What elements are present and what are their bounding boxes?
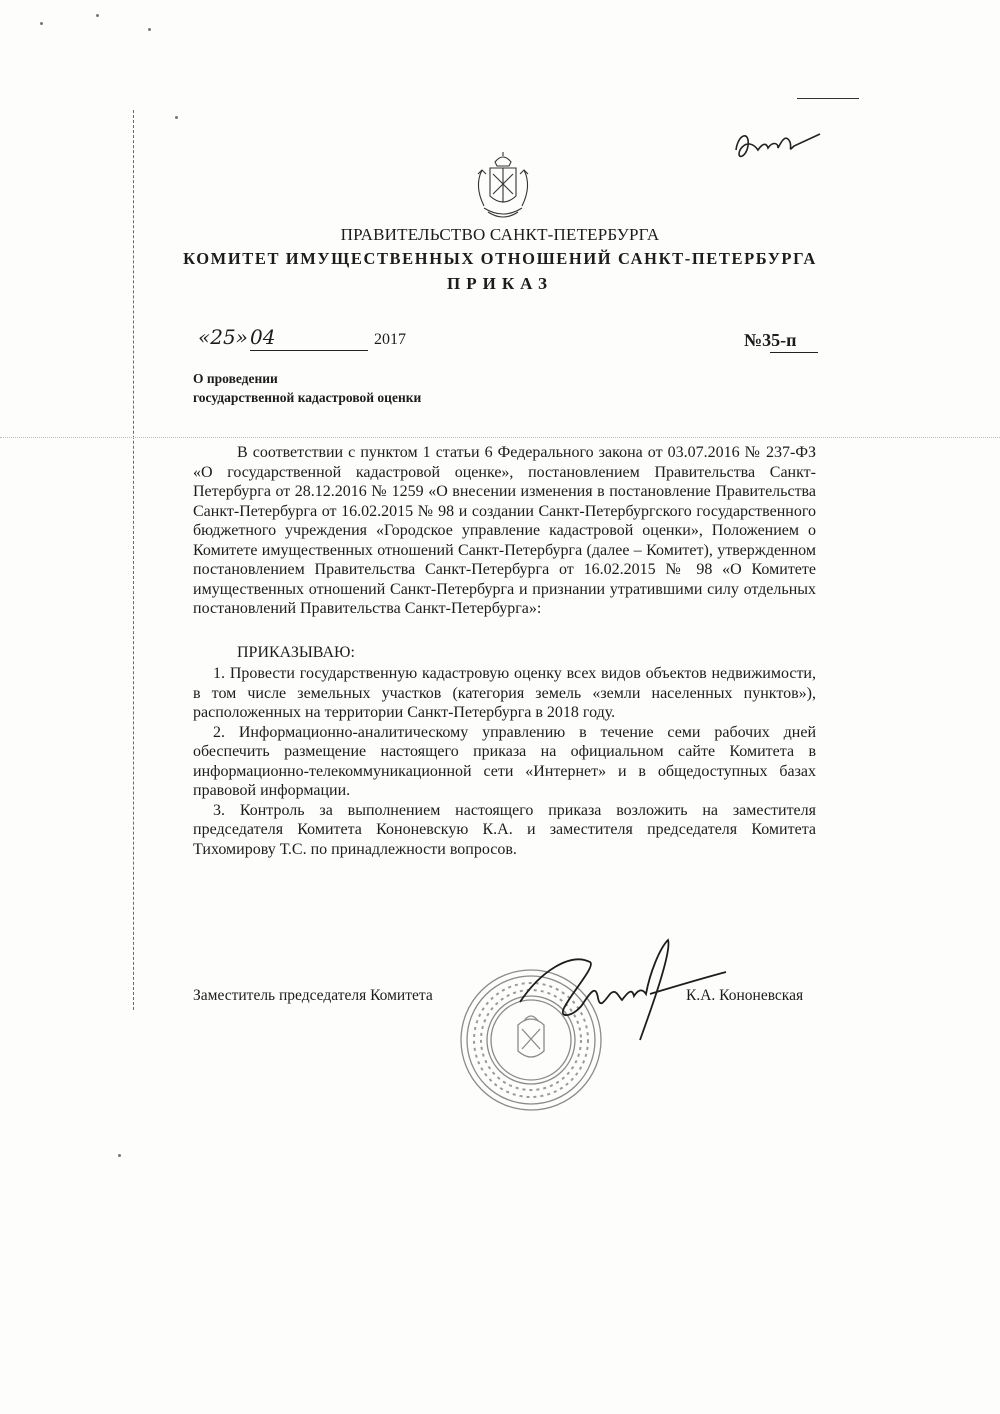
scan-speck (175, 116, 178, 119)
scan-speck (96, 14, 99, 17)
subject-line: О проведении (193, 371, 278, 386)
date-year: 2017 (374, 331, 406, 348)
scan-speck (148, 28, 151, 31)
order-number (744, 330, 820, 351)
signer-name: К.А. Кононевская (686, 987, 804, 1004)
corner-rule (797, 98, 859, 99)
order-item: 1. Провести государственную кадастровую оценку всех видов объектов недвижимости, в том числе земельных участков (категория земель «земли населенных пунктов»), расположенных на территории Санкт-Петербурга в 2018 году. (193, 665, 816, 721)
order-item: 3. Контроль за выполнением настоящего приказа возложить на заместителя председателя Комитета Кононевскую К.А. и заместителя председателя Комитета Тихомирову Т.С. по принадлежности вопросов. (193, 801, 816, 858)
committee-name: КОМИТЕТ ИМУЩЕСТВЕННЫХ ОТНОШЕНИЙ САНКТ-ПЕТЕРБУРГА (183, 249, 817, 268)
date-underline (250, 350, 368, 351)
binding-margin-line (133, 110, 134, 1010)
subject-line: государственной кадастровой оценки (193, 390, 422, 405)
number-prefix: № (744, 330, 763, 350)
date-day: «25» (198, 325, 248, 349)
order-item: 2. Информационно-аналитическому управлению в течение семи рабочих дней обеспечить размещение настоящего приказа на официальном сайте Комитета в информационно-телекоммуникационной сети «Интернет» и в общедоступных базах правовой информации. (193, 723, 816, 799)
scan-speck (40, 22, 43, 25)
signer-position: Заместитель председателя Комитета (193, 987, 433, 1004)
corner-initials-signature (728, 120, 828, 170)
date-month: 04 (250, 325, 276, 349)
order-subject (193, 369, 421, 407)
order-body (193, 443, 816, 859)
preamble-paragraph: В соответствии с пунктом 1 статьи 6 Федерального закона от 03.07.2016 № 237-ФЗ «О государственной кадастровой оценке», постановлением Правительства Санкт-Петербурга от 28.12.2016 № 1259 «О внесении изменения в постановление Правительства Санкт-Петербурга от 16.02.2015 № 98 и создании Санкт-Петербургского государственного бюджетного учреждения «Городское управление кадастровой оценки», Положением о Комитете имущественных отношений Санкт-Петербурга (далее – Комитет), утвержденном постановлением Правительства Санкт-Петербурга от 16.02.2015 № 98 «О Комитете имущественных отношений Санкт-Петербурга и признании утратившими силу отдельных постановлений Правительства Санкт-Петербурга»: (193, 444, 816, 617)
fold-line (0, 437, 1000, 438)
government-name: ПРАВИТЕЛЬСТВО САНКТ-ПЕТЕРБУРГА (340, 225, 660, 244)
number-value: 35-п (762, 330, 797, 350)
order-heading: ПРИКАЗЫВАЮ: (237, 643, 355, 661)
coat-of-arms-icon (468, 150, 538, 224)
scan-speck (118, 1154, 121, 1157)
number-underline (770, 352, 818, 353)
document-title: ПРИКАЗ (447, 274, 553, 293)
